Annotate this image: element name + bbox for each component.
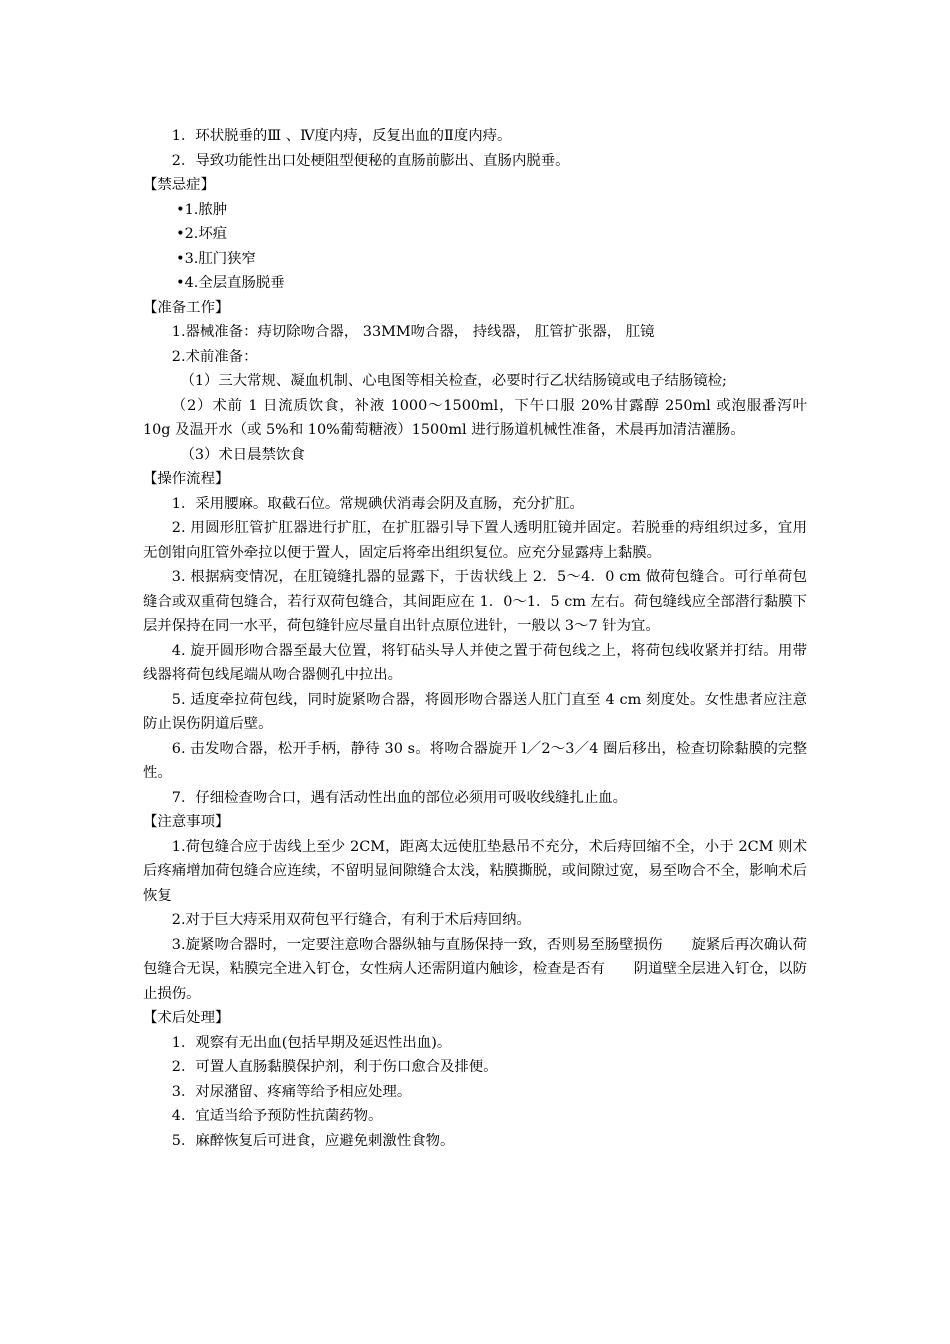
postop-heading: 【术后处理】 — [143, 1010, 230, 1026]
preparation-item-1: 1.器械准备：痔切除吻合器， 33MM吻合器， 持线器， 肛管扩张器， 肛镜 — [171, 324, 655, 340]
contraindication-item-3: •3.肛门狭窄 — [176, 250, 256, 267]
notes-heading: 【注意事项】 — [143, 814, 230, 830]
contraindication-item-4: •4.全层直肠脱垂 — [176, 275, 285, 291]
note-item-3: 3.旋紧吻合器时，一定要注意吻合器纵轴与直肠保持一致，否则易至肠壁损伤 旋紧后再次确认荷包缝合无误，粘膜完全进入钉仓，女性病人还需阴道内触诊，检查是否有 阴道壁全层进入钉仓，以防止损伤。 — [143, 936, 807, 1002]
indication-item-1: 1．环状脱垂的Ⅲ 、Ⅳ度内痔，反复出血的Ⅱ度内痔。 — [171, 128, 512, 144]
contraindication-item-1: •1.脓肿 — [176, 201, 228, 218]
contraindication-item-2: •2.坏疽 — [176, 226, 228, 242]
postop-item-2: 2．可置人直肠黏膜保护剂，利于伤口愈合及排便。 — [171, 1059, 498, 1075]
postop-item-4: 4．宜适当给予预防性抗菌药物。 — [171, 1108, 383, 1124]
procedure-step-1: 1．采用腰麻。取截石位。常规碘伏消毒会阴及直肠，充分扩肛。 — [171, 495, 584, 512]
procedure-step-2: 2. 用圆形肛管扩肛器进行扩肛，在扩肛器引导下置人透明肛镜并固定。若脱垂的痔组织过多，宜用无创钳向肛管外牵拉以便于置人，固定后将牵出组织复位。应充分显露痔上黏膜。 — [143, 520, 807, 561]
procedure-step-6: 6. 击发吻合器，松开手柄，静待 30 s。将吻合器旋开 l／2～3／4 圈后移出，检查切除黏膜的完整性。 — [143, 740, 807, 781]
postop-item-1: 1．观察有无出血(包括早期及延迟性出血)。 — [171, 1034, 452, 1051]
preparation-subitem-3: （3）术日晨禁饮食 — [180, 446, 305, 463]
procedure-step-4: 4. 旋开圆形吻合器至最大位置，将钉砧头导人并使之置于荷包线之上，将荷包线收紧并打结。用带线器将荷包线尾端从吻合器侧孔中拉出。 — [143, 642, 807, 683]
procedure-step-5: 5. 适度牵拉荷包线，同时旋紧吻合器，将圆形吻合器送人肛门直至 4 cm 刻度处。女性患者应注意防止误伤阴道后壁。 — [143, 691, 807, 732]
procedure-heading: 【操作流程】 — [143, 471, 230, 487]
preparation-heading: 【准备工作】 — [143, 299, 230, 316]
contraindications-heading: 【禁忌症】 — [143, 177, 215, 193]
indication-item-2: 2．导致功能性出口处梗阻型便秘的直肠前膨出、直肠内脱垂。 — [171, 152, 570, 169]
procedure-step-7: 7．仔细检查吻合口，遇有活动性出血的部位必须用可吸收线缝扎止血。 — [171, 789, 628, 806]
preparation-subitem-1: （1）三大常规、凝血机制、心电图等相关检查，必要时行乙状结肠镜或电子结肠镜检; — [180, 373, 727, 389]
preparation-subitem-2: （2）术前 1 日流质饮食，补液 1000～1500ml，下午口服 20%甘露醇 250ml 或泡服番泻叶 10g 及温开水（或 5%和 10%葡萄糖液）1500ml 进行肠道机械性准备，术晨再加清洁灌肠。 — [143, 397, 807, 438]
document-page — [143, 124, 807, 1153]
postop-item-3: 3．对尿潴留、疼痛等给予相应处理。 — [171, 1083, 412, 1100]
postop-item-5: 5．麻醉恢复后可进食，应避免刺激性食物。 — [171, 1132, 455, 1149]
note-item-2: 2.对于巨大痔采用双荷包平行缝合，有利于术后痔回纳。 — [171, 912, 531, 928]
note-item-1: 1.荷包缝合应于齿线上至少 2CM，距离太远使肛垫悬吊不充分，术后痔回缩不全，小于 2CM 则术后疼痛增加荷包缝合应连续，不留明显间隙缝合太浅，粘膜撕脱，或间隙过宽，易至吻合不全，影响术后恢复 — [143, 838, 807, 904]
procedure-step-3: 3. 根据病变情况，在肛镜缝扎器的显露下，于齿状线上 2．5～4．0 cm 做荷包缝合。可行单荷包缝合或双重荷包缝合，若行双荷包缝合，其间距应在 1．0～1．5 cm 左右。荷包缝线应全部潜行黏膜下层并保持在同一水平，荷包缝针应尽量自出针点原位进针，一般以 3～7 针为宜。 — [143, 569, 807, 634]
preparation-item-2: 2.术前准备： — [171, 348, 258, 365]
